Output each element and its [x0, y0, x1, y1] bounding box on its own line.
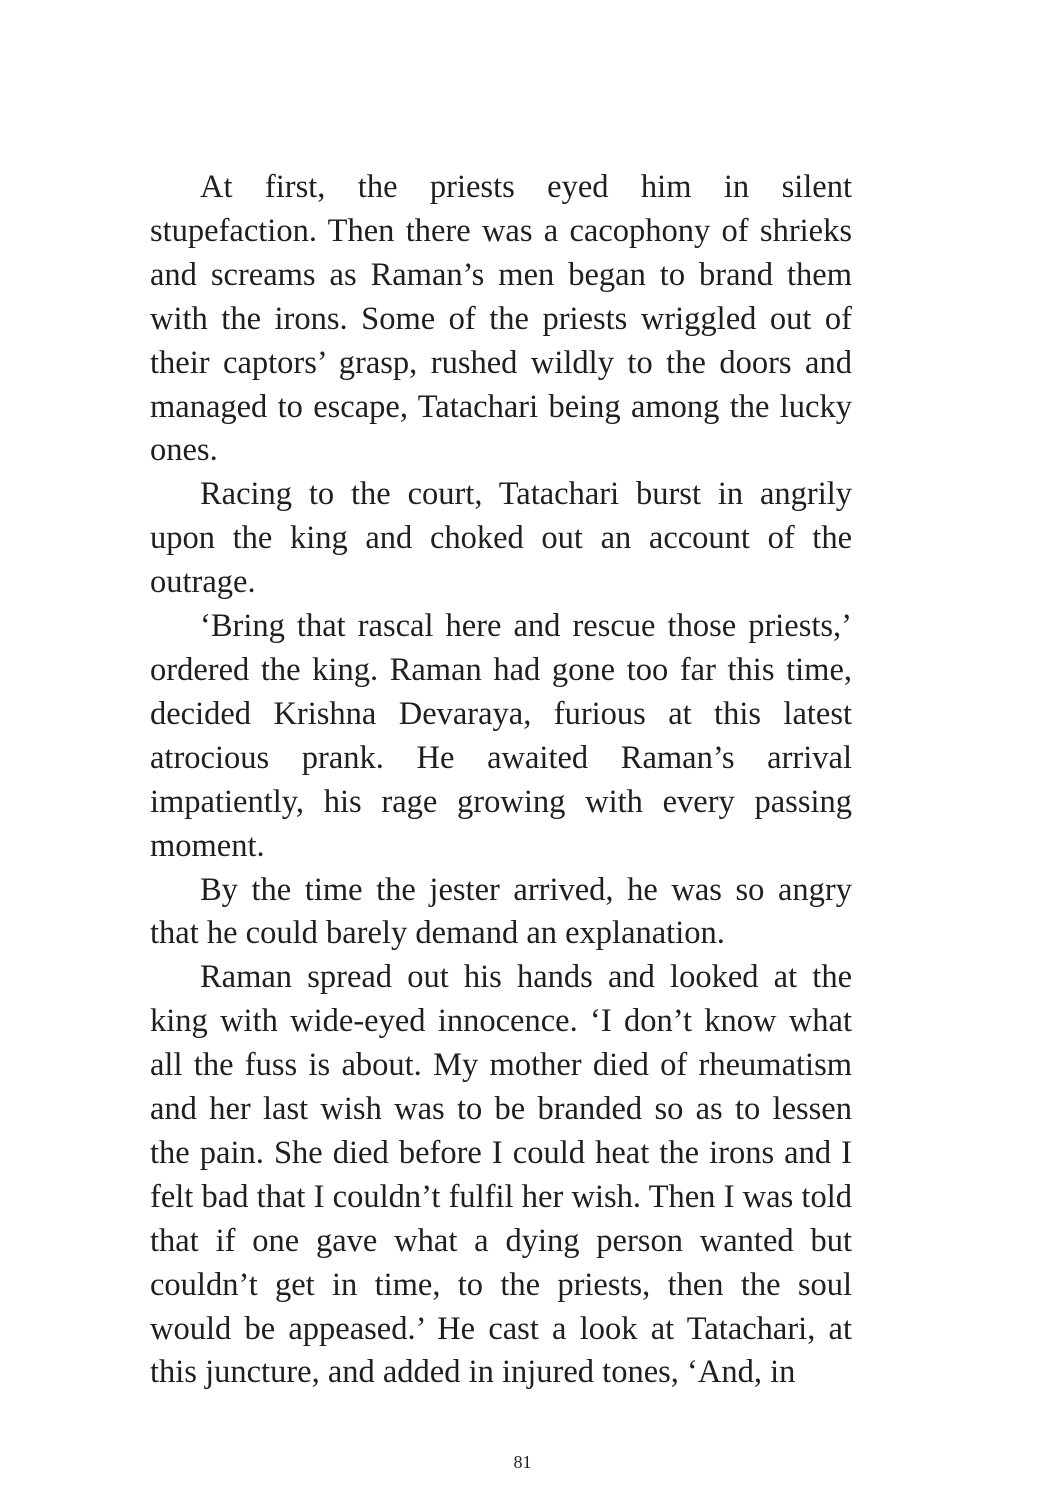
paragraph-3: ‘Bring that rascal here and rescue those priests,’ ordered the king. Raman had gone too far this time, decided Krishna Devaraya, furious at this latest atrocious prank. He awaited Raman’s arrival impatiently, his rage growing with every passing moment.: [150, 608, 852, 864]
paragraph-5: Raman spread out his hands and looked at the king with wide-eyed innocence. ‘I don’t know what all the fuss is about. My mother died of rheumatism and her last wish was to be branded so as to lessen the pain. She died before I could heat the irons and I felt bad that I couldn’t fulfil her wish. Then I was told that if one gave what a dying person wanted but couldn’t get in time, to the priests, then the soul would be appeased.’ He cast a look at Tatachari, at this juncture, and added in injured tones, ‘And, in: [150, 959, 852, 1391]
paragraph-2: Racing to the court, Tatachari burst in angrily upon the king and choked out an account of the outrage.: [150, 476, 852, 601]
page-number: 81: [513, 1452, 532, 1472]
body-text: [150, 166, 852, 1395]
paragraph-1: At first, the priests eyed him in silent stupefaction. Then there was a cacophony of shrieks and screams as Raman’s men began to brand them with the irons. Some of the priests wriggled out of their captors’ grasp, rushed wildly to the doors and managed to escape, Tatachari being among the lucky ones.: [150, 169, 852, 469]
paragraph-4: By the time the jester arrived, he was so angry that he could barely demand an explanation.: [150, 871, 852, 952]
